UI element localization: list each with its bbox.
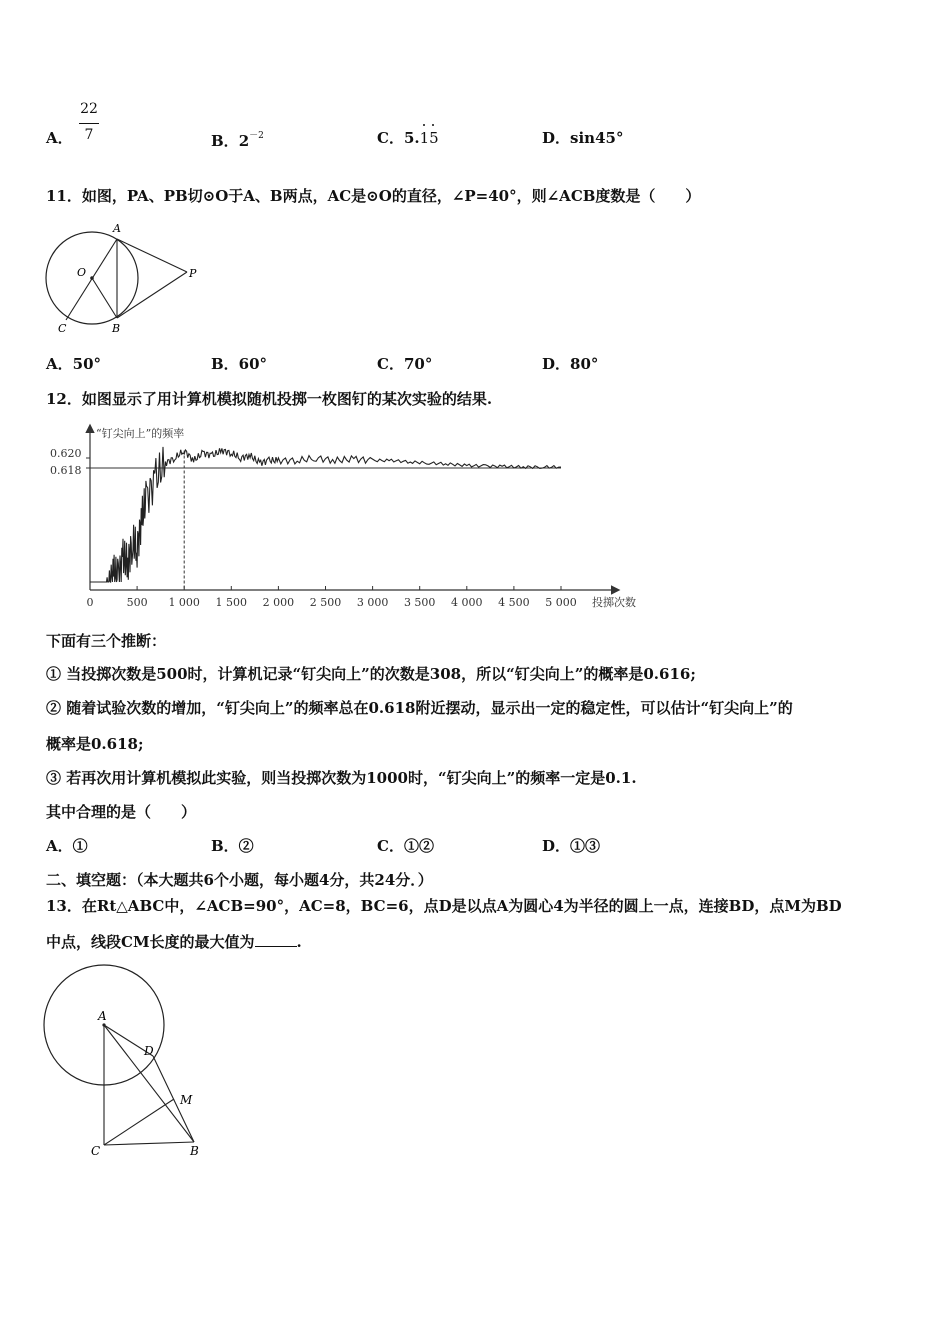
q10-option-a-label: A． (46, 129, 73, 147)
x-tick-label: 4 500 (498, 596, 530, 609)
label-b: B (190, 1144, 199, 1158)
x-axis-label: 投掷次数 (592, 596, 636, 609)
q13-stem-line2 (46, 932, 302, 952)
label-c: C (58, 322, 67, 335)
label-o: O (77, 266, 87, 279)
q10-option-b-label: B． (211, 132, 239, 150)
q12-question: 其中合理的是（ ） (46, 803, 197, 821)
q11-option-b: B．60° (211, 355, 268, 373)
label-b: B (112, 322, 121, 335)
q11-option-a: A．50° (46, 355, 102, 373)
q12-option-d: D．①③ (542, 837, 601, 855)
q10-option-c (377, 128, 439, 148)
x-tick-label: 3 500 (403, 596, 436, 609)
frequency-series-line (90, 447, 561, 582)
q12-inference-1: ① 当投掷次数是500时，计算机记录“钉尖向上”的次数是308，所以“钉尖向上”的概率是0.616; (46, 665, 696, 683)
q12-option-c: C．①② (377, 837, 434, 855)
fraction-bar (79, 123, 99, 124)
section-heading: 二、填空题：（本大题共6个小题，每小题4分，共24分．） (46, 871, 433, 889)
y-tick-label: 0.620 (50, 447, 82, 460)
q10-option-a-denominator: 7 (84, 127, 94, 143)
x-tick-label: 1 500 (215, 596, 248, 609)
q10-option-d (542, 128, 623, 148)
label-p: P (189, 267, 197, 280)
q12-inference-2-line1: ② 随着试验次数的增加，“钉尖向上”的频率总在0.618附近摆动，显示出一定的稳定性，可以估计“钉尖向上”的 (46, 699, 793, 717)
q12-inference-2-line2: 概率是0.618; (46, 735, 144, 753)
q12-intro: 下面有三个推断： (46, 632, 167, 650)
x-tick-label: 500 (126, 596, 148, 609)
label-a: A (98, 1009, 107, 1023)
label-m: M (180, 1093, 193, 1107)
q13-stem-period: . (296, 933, 302, 951)
q10-option-d-label: D． (542, 129, 571, 147)
q12-stem: 12．如图显示了用计算机模拟随机投掷一枚图钉的某次实验的结果. (46, 390, 493, 408)
q10-option-c-value: 5. (403, 129, 420, 147)
q12-inference-3: ③ 若再次用计算机模拟此实验，则当投掷次数为1000时，“钉尖向上”的频率一定是0.1. (46, 769, 637, 787)
q12-option-a: A．① (46, 837, 88, 855)
repeating-dots (420, 122, 440, 128)
q13-geometry-figure (40, 965, 215, 1165)
label-a: A (113, 222, 121, 235)
q10-option-c-repeating-digits: 15 (419, 129, 439, 147)
q12-frequency-chart (46, 420, 658, 612)
q10-option-b-base: 2 (238, 132, 250, 150)
q11-stem: 11．如图，PA、PB切⊙O于A、B两点，AC是⊙O的直径，∠P=40°，则∠ACB度数是（ ） (46, 187, 701, 205)
y-tick-label: 0.618 (50, 464, 82, 477)
q11-option-d: D．80° (542, 355, 599, 373)
x-tick-label: 3 000 (356, 596, 389, 609)
label-d: D (144, 1044, 154, 1058)
x-tick-label: 0 (86, 596, 94, 609)
q10-option-d-value: sin45° (570, 129, 624, 147)
q10-option-a-numerator: 22 (80, 101, 98, 117)
x-tick-label: 2 000 (262, 596, 295, 609)
answer-blank (255, 932, 297, 947)
q10-option-b-exponent: －2 (249, 131, 264, 141)
x-tick-label: 4 000 (451, 596, 483, 609)
x-tick-label: 1 000 (168, 596, 200, 609)
q11-tangent-figure (40, 220, 210, 335)
q13-stem-line1: 13．在Rt△ABC中，∠ACB=90°，AC=8，BC=6，点D是以点A为圆心4为半径的圆上一点，连接BD，点M为BD (46, 897, 842, 915)
y-axis-label: “钉尖向上”的频率 (96, 427, 185, 440)
x-tick-label: 5 000 (545, 596, 577, 609)
x-tick-label: 2 500 (309, 596, 342, 609)
label-c: C (91, 1144, 101, 1158)
q10-option-b (211, 128, 264, 151)
q11-option-c: C．70° (377, 355, 433, 373)
q10-option-c-label: C． (377, 129, 404, 147)
q13-stem-text: 中点，线段CM长度的最大值为 (46, 933, 255, 951)
q12-option-b: B．② (211, 837, 254, 855)
